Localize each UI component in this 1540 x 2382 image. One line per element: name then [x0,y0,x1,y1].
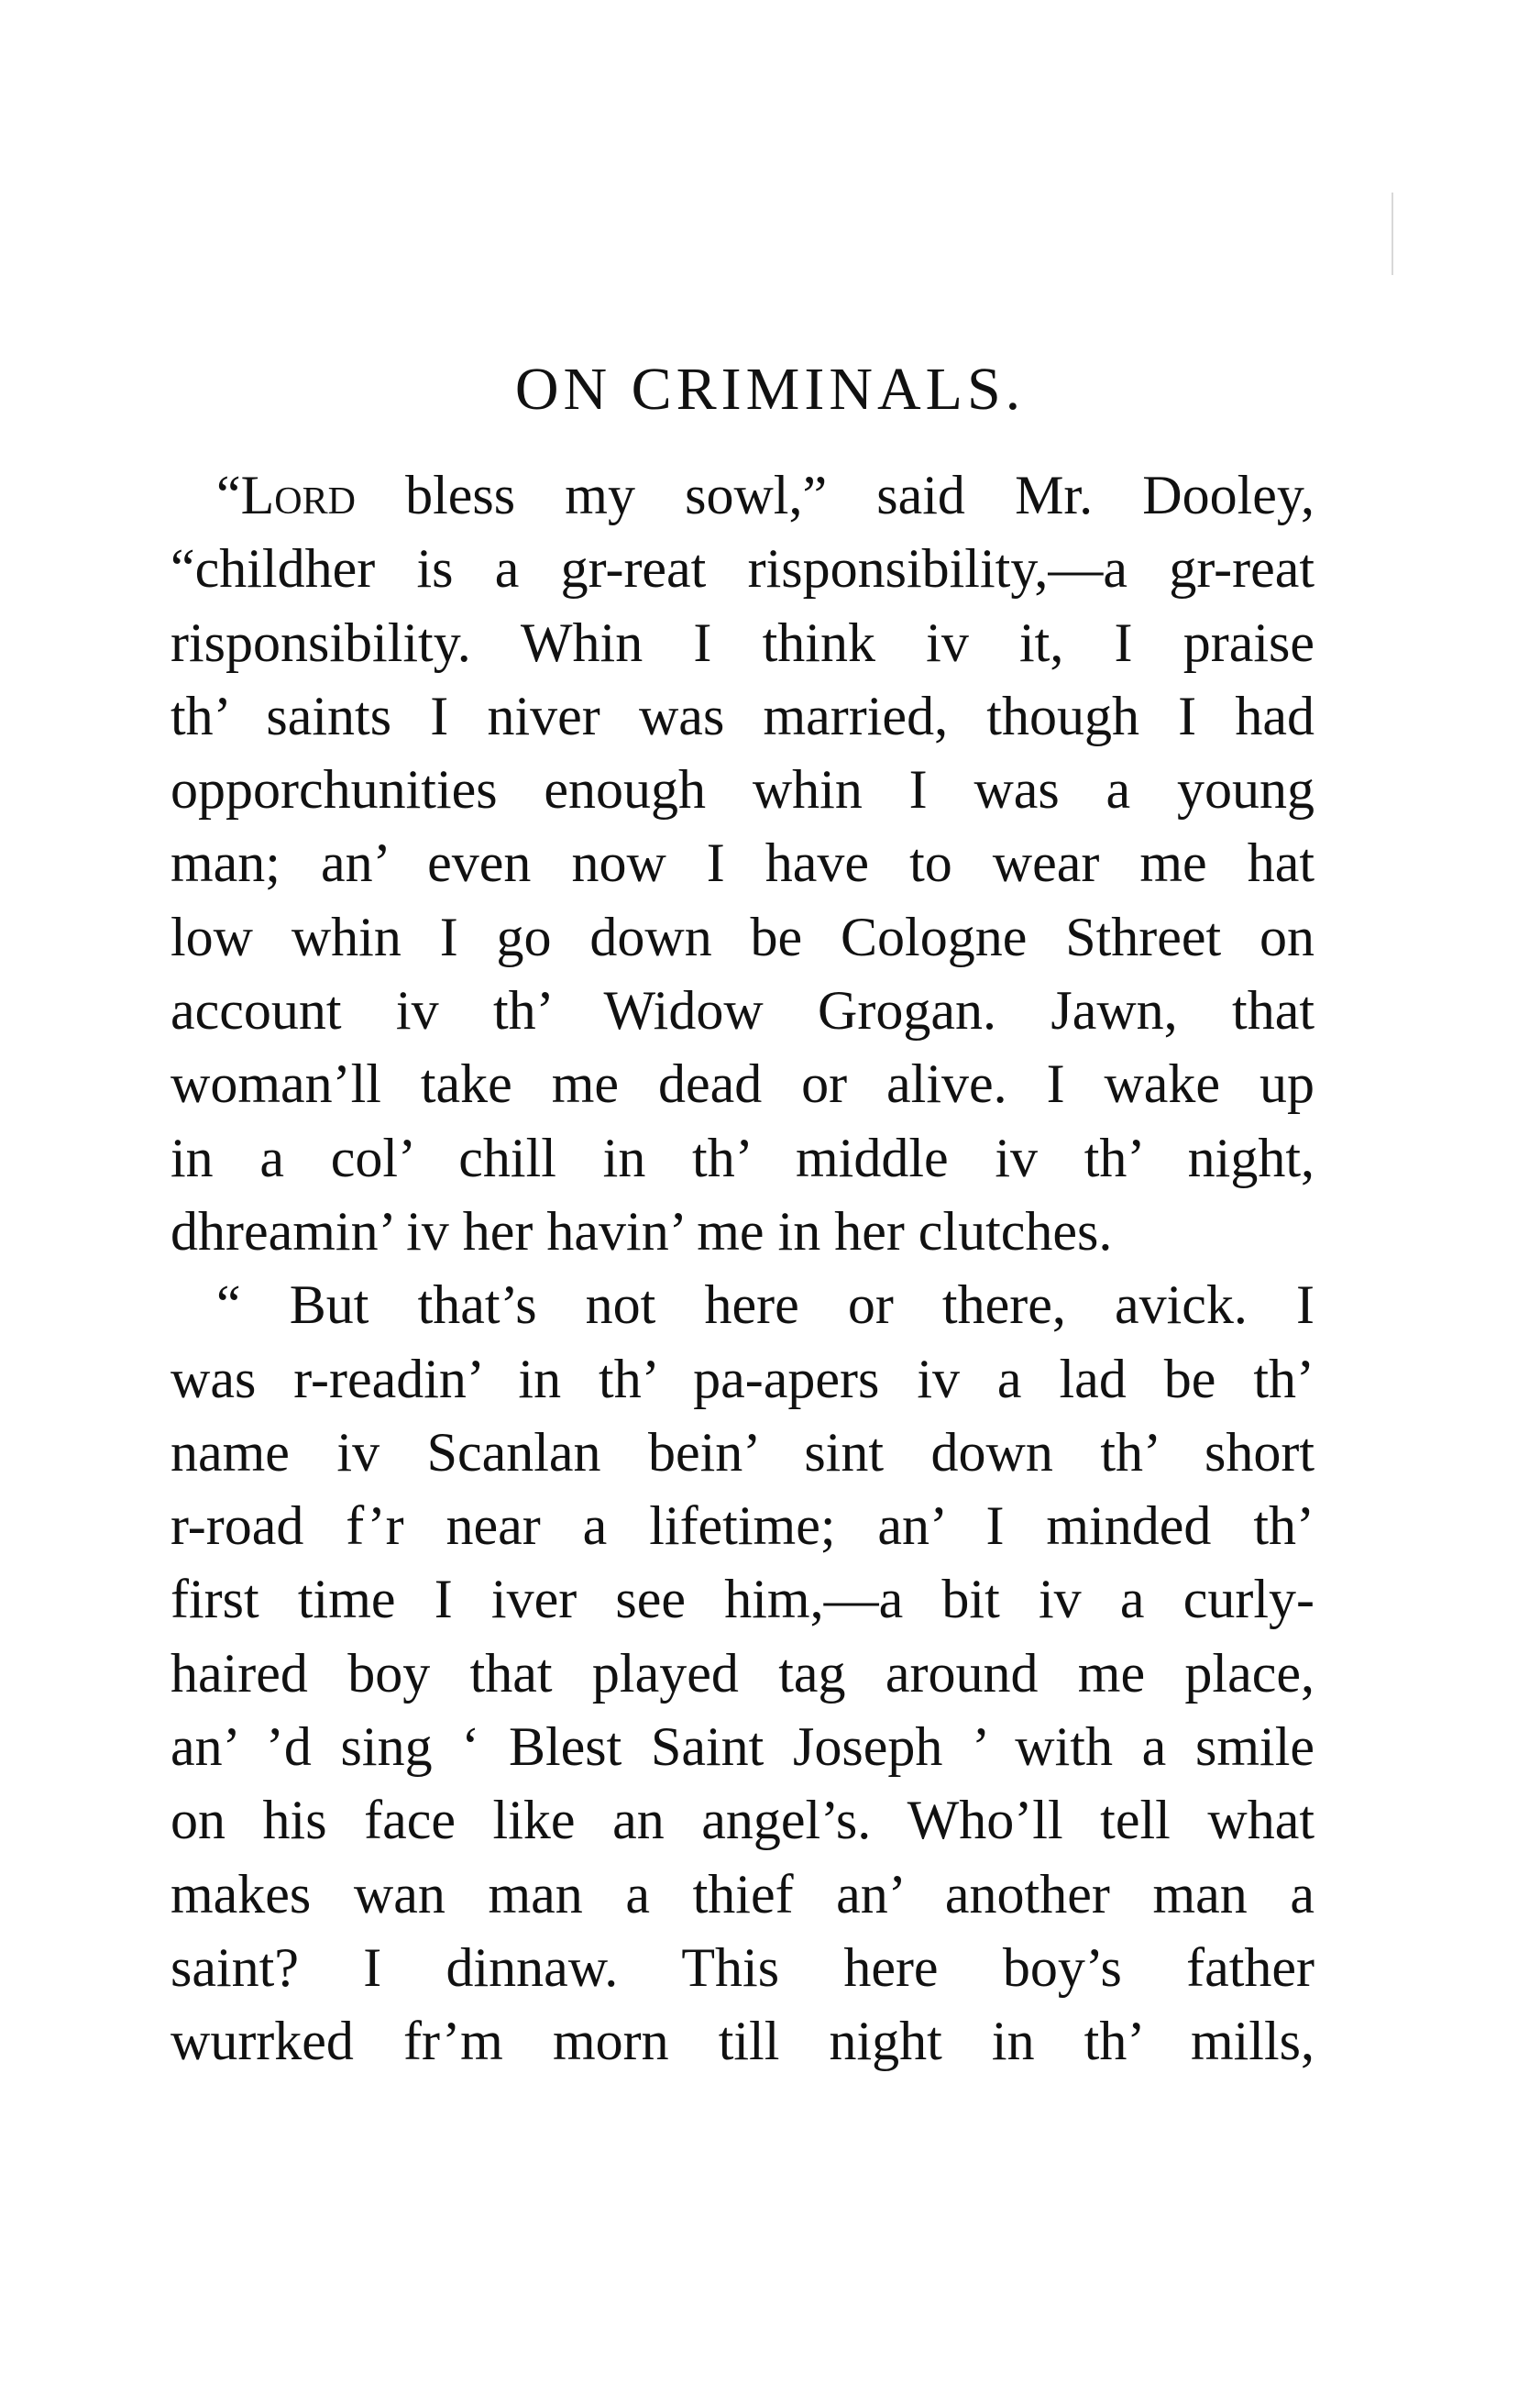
small-caps-word: Lord [240,465,356,525]
text-line: low whin I go down be Cologne Sthreet on [170,906,1314,967]
text-line: risponsibility. Whin I think iv it, I praise [170,612,1314,673]
text-line: saint? I dinnaw. This here boy’s father [170,1936,1314,1998]
text-line: “childher is a gr-reat risponsibility,—a gr-reat [170,538,1314,600]
text-line: man; an’ even now I have to wear me hat [170,833,1314,894]
text-line: on his face like an angel’s. Who’ll tell what [170,1790,1314,1851]
text-line: an’ ’d sing ‘ Blest Saint Joseph ’ with a smile [170,1716,1314,1778]
chapter-title: ON CRIMINALS. [514,356,1026,423]
text-line [170,458,1314,532]
opening-quote: “ [216,465,241,525]
scan-artifact-mark [1392,193,1393,275]
text-line: account iv th’ Widow Grogan. Jawn, that [170,980,1314,1042]
text-line-rest: bless my sowl,” said Mr. Dooley, [355,465,1314,525]
text-line: name iv Scanlan bein’ sint down th’ short [170,1421,1314,1483]
body-text [170,458,1314,2079]
text-line: dhreamin’ iv her havin’ me in her clutches. [170,1200,1113,1262]
text-line: in a col’ chill in th’ middle iv th’ night, [170,1127,1314,1188]
text-line: “ But that’s not here or there, avick. I [216,1274,1314,1336]
text-line: first time I iver see him,—a bit iv a curly- [170,1569,1314,1630]
text-line: haired boy that played tag around me place, [170,1642,1314,1704]
text-line: r-road f’r near a lifetime; an’ I minded th’ [170,1495,1314,1557]
text-line: makes wan man a thief an’ another man a [170,1863,1314,1924]
text-line: th’ saints I niver was married, though I had [170,685,1314,746]
text-line: woman’ll take me dead or alive. I wake up [170,1053,1314,1115]
text-line: opporchunities enough whin I was a young [170,759,1314,821]
text-line: was r-readin’ in th’ pa-apers iv a lad be th’ [170,1348,1314,1409]
text-line: wurrked fr’m morn till night in th’ mills, [170,2011,1314,2072]
